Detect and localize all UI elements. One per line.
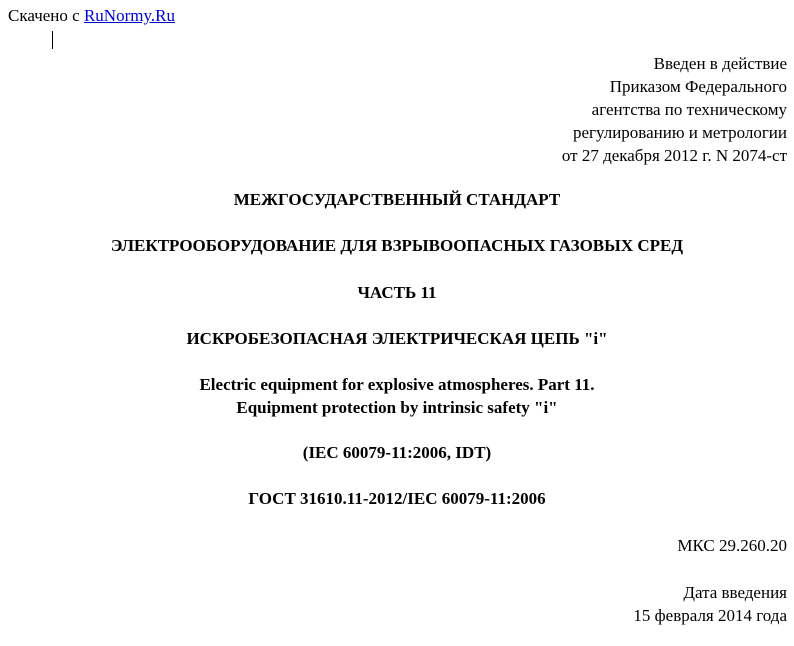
iec-reference: (IEC 60079-11:2006, IDT) — [302, 443, 492, 462]
standard-title: ЭЛЕКТРООБОРУДОВАНИЕ ДЛЯ ВЗРЫВООПАСНЫХ ГАЗОВЫХ СРЕД — [110, 236, 684, 255]
approval-line: агентства по техническому — [591, 100, 787, 119]
introduction-label: Дата введения — [683, 583, 787, 602]
approval-block — [562, 52, 787, 167]
english-title-line: Electric equipment for explosive atmospheres. Part 11. — [199, 375, 595, 394]
mks-code: МКС 29.260.20 — [677, 536, 787, 555]
gost-designation: ГОСТ 31610.11-2012/IEC 60079-11:2006 — [248, 489, 546, 508]
source-prefix: Скачено с — [8, 6, 84, 25]
introduction-date-block — [633, 581, 787, 627]
english-title-line: Equipment protection by intrinsic safety "i" — [236, 398, 558, 417]
text-cursor — [52, 31, 53, 49]
introduction-date: 15 февраля 2014 года — [633, 606, 787, 625]
standard-part: ЧАСТЬ 11 — [357, 283, 437, 302]
approval-line: Введен в действие — [653, 54, 787, 73]
standard-subtitle: ИСКРОБЕЗОПАСНАЯ ЭЛЕКТРИЧЕСКАЯ ЦЕПЬ "i" — [186, 329, 608, 348]
runormy-link[interactable]: RuNormy.Ru — [83, 6, 175, 25]
approval-line: от 27 декабря 2012 г. N 2074-ст — [561, 146, 787, 165]
english-title — [0, 373, 794, 419]
approval-line: регулированию и метрологии — [572, 123, 787, 142]
approval-line: Приказом Федерального — [609, 77, 787, 96]
source-line — [8, 6, 175, 26]
standard-type: МЕЖГОСУДАРСТВЕННЫЙ СТАНДАРТ — [233, 190, 561, 209]
